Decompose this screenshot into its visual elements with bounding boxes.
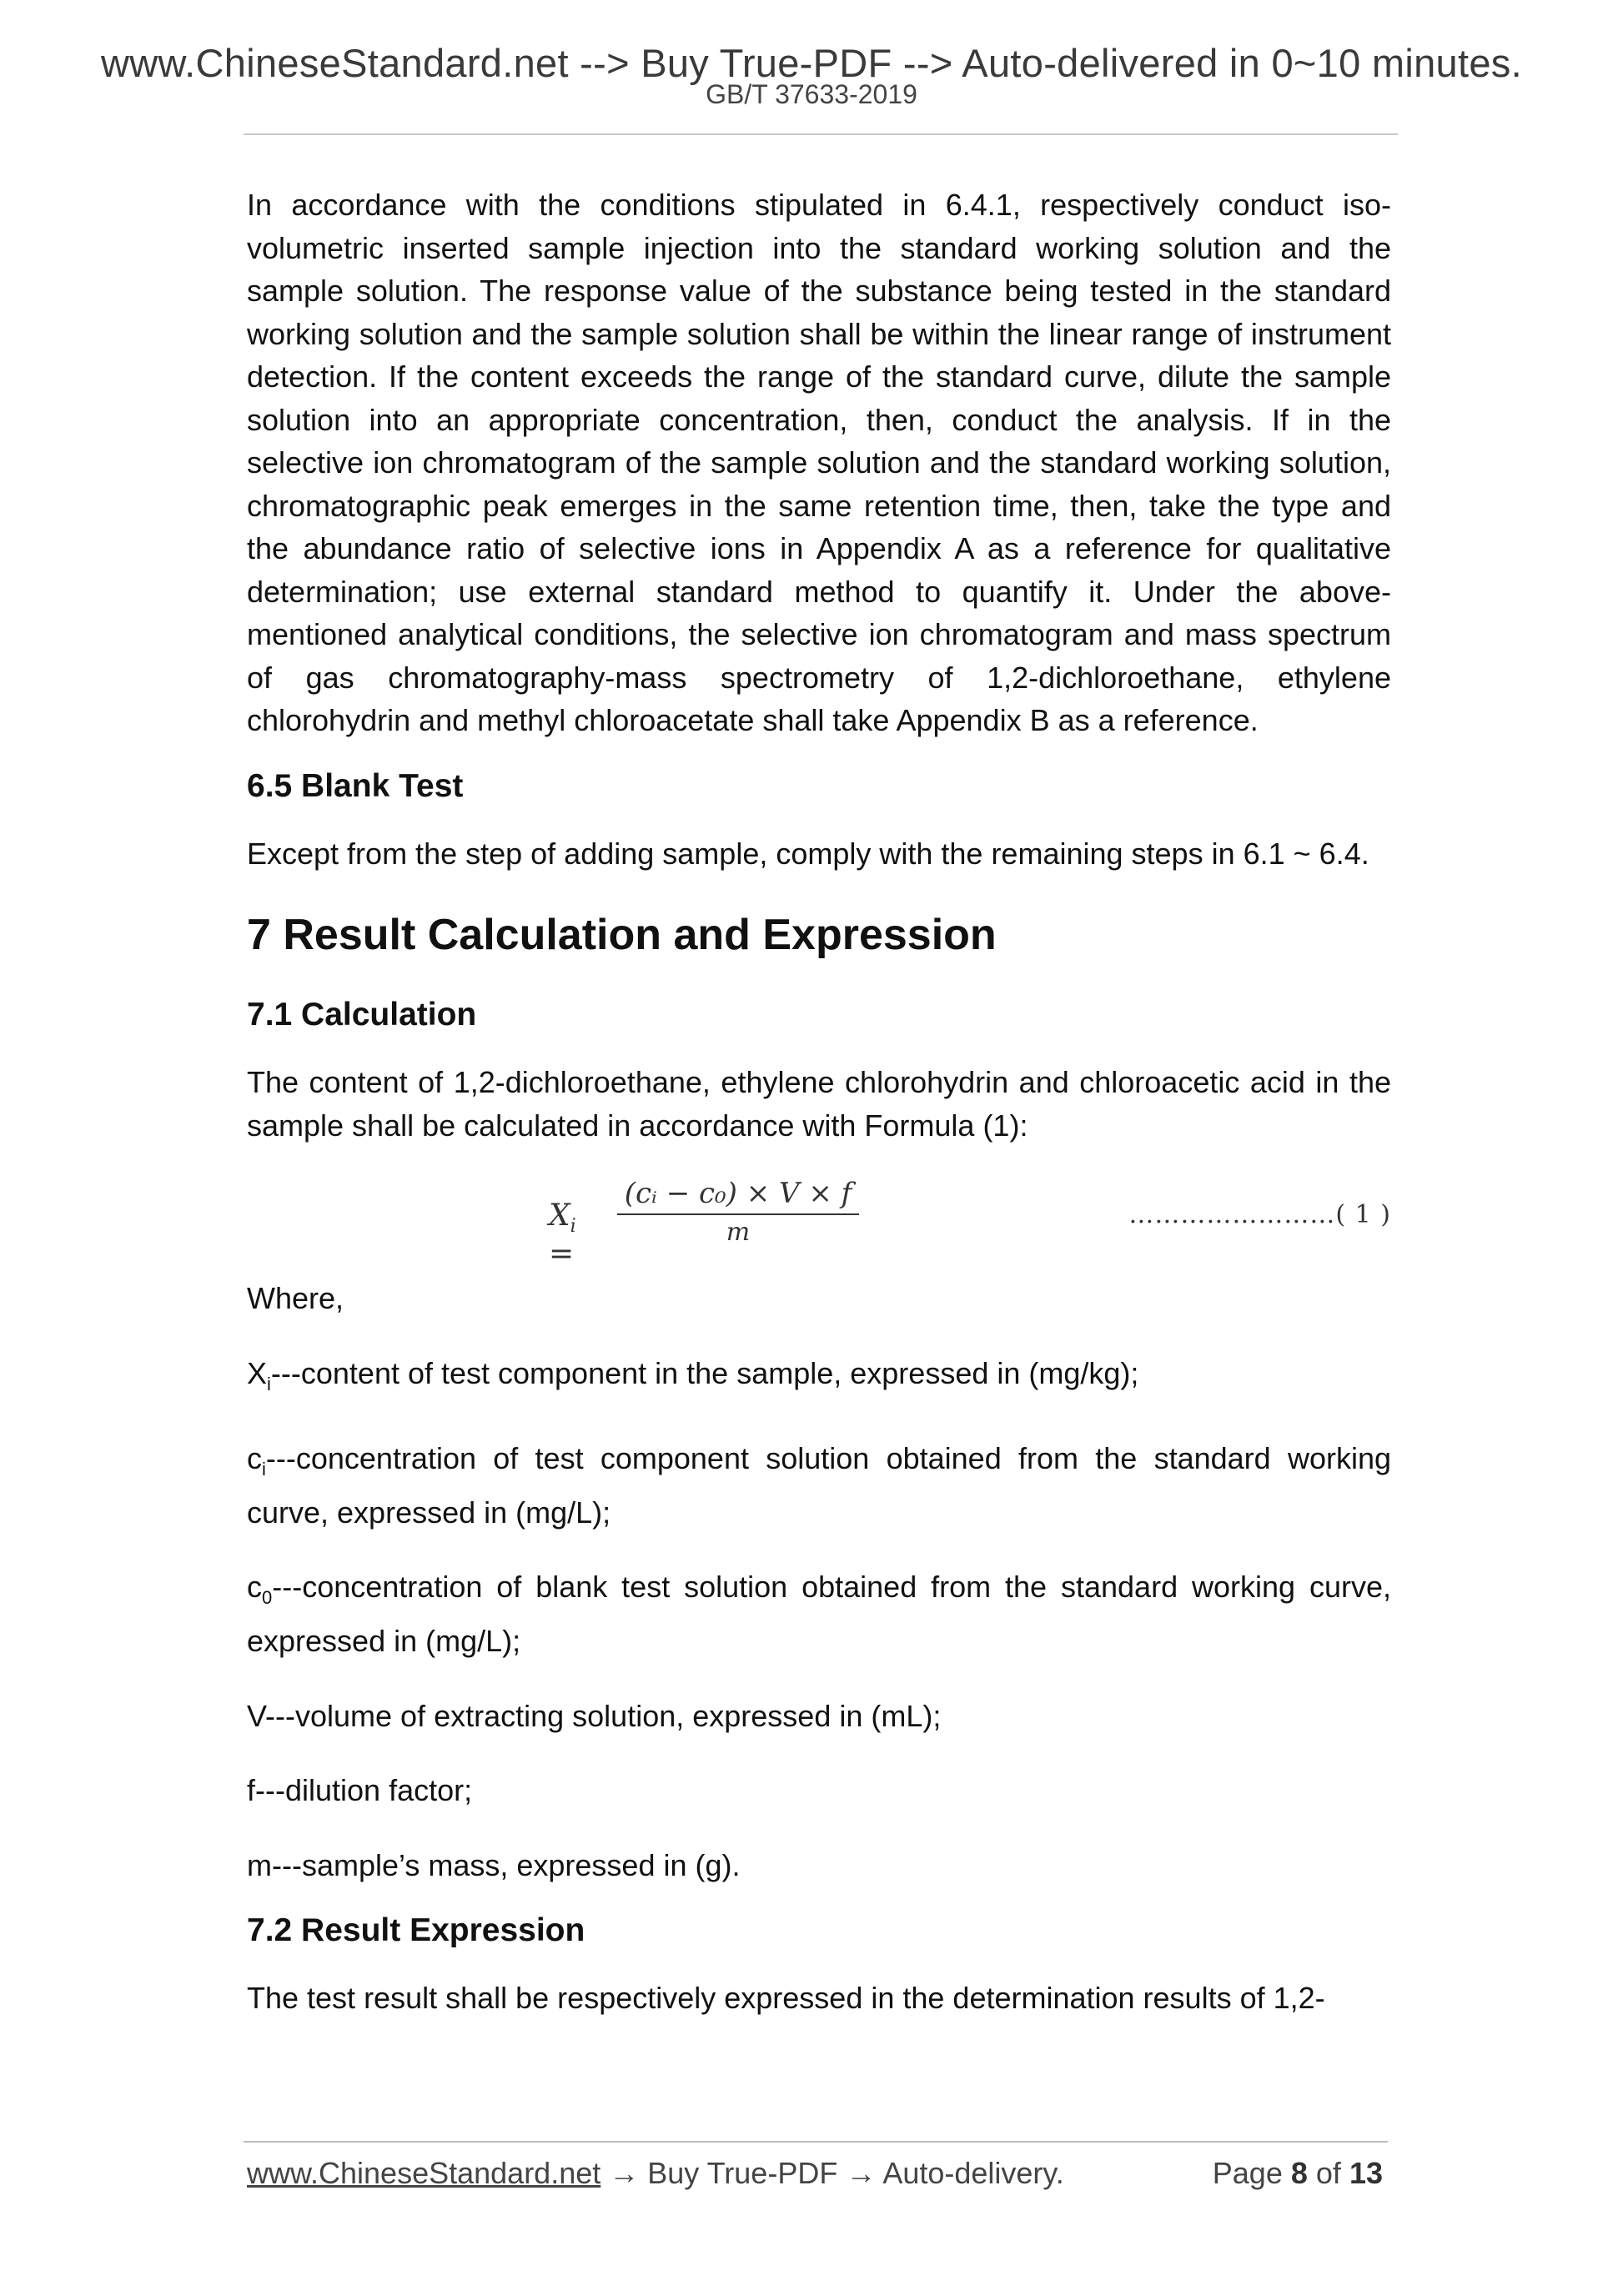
intro-paragraph: In accordance with the conditions stipulated in 6.4.1, respectively conduct iso-volumetric inserted sample injection into the standard working solution and the sample solution. The response value of the substance being tested in the standard working solution and the sample solution shall be within the linear range of instrument detection. If the content exceeds the range of the standard curve, dilute the sample solution into an appropriate concentration, then, conduct the analysis. If in the selective ion chromatogram of the sample solution and the standard working solution, chromatographic peak emerges in the same retention time, then, take the type and the abundance ratio of selective ions in Appendix A as a reference for qualitative determination; use external standard method to quantify it. Under the above-mentioned analytical conditions, the selective ion chromatogram and mass spectrum of gas chromatography-mass spectrometry of 1,2-dichloroethane, ethylene chlorohydrin and methyl chloroacetate shall take Appendix B as a reference. <box>247 188 1391 737</box>
footer-divider <box>244 2141 1388 2143</box>
formula-fraction <box>617 1175 859 1247</box>
formula-denominator: m <box>726 1218 751 1247</box>
heading-7: 7 Result Calculation and Expression <box>247 911 997 959</box>
heading-6-5: 6.5 Blank Test <box>247 767 464 804</box>
formula-numerator: (cᵢ − c₀) × V × f <box>624 1177 852 1210</box>
definition-item: $c_0--$-concentration of blank test solution obtained from the standard working curve, expressed in (mg/L); <box>247 1570 1391 1659</box>
calculation-intro: The content of 1,2-dichloroethane, ethylene chlorohydrin and chloroacetic acid in the sample shall be calculated in accordance with Formula (1): <box>247 1065 1391 1143</box>
definitions-list <box>247 1352 1391 1887</box>
definition-item: m---sample’s mass, expressed in (g). <box>247 1847 741 1882</box>
fraction-bar <box>617 1213 859 1215</box>
heading-7-2: 7.2 Result Expression <box>247 1912 585 1949</box>
formula-number: ……………………( 1 ) <box>1128 1200 1391 1229</box>
definition-item: f---dilution factor; <box>247 1773 473 1808</box>
standard-code: GB/T 37633-2019 <box>706 79 917 109</box>
page-content <box>247 183 1391 2020</box>
page-indicator: Page 8 of 13 <box>1212 2156 1383 2190</box>
page-footer <box>247 2156 1391 2191</box>
blank-test-text: Except from the step of adding sample, comply with the remaining steps in 6.1 ~ 6.4. <box>247 836 1369 871</box>
result-expression-text: The test result shall be respectively expressed in the determination results of 1,2- <box>247 1981 1325 2016</box>
definition-item: $c_i--$-concentration of test component solution obtained from the standard working curve, expressed in (mg/L); <box>247 1441 1391 1530</box>
footer-promo: → Buy True-PDF → Auto-delivery. <box>600 2156 1064 2190</box>
definition-item: V---volume of extracting solution, expressed in (mL); <box>247 1698 942 1733</box>
where-label: Where, <box>247 1281 344 1315</box>
heading-7-1: 7.1 Calculation <box>247 997 477 1032</box>
current-page: 8 <box>1290 2156 1308 2190</box>
definition-item: $X_i--$-content of test component in the sample, expressed in (mg/kg); <box>247 1355 1139 1394</box>
total-pages: 13 <box>1349 2156 1383 2190</box>
formula-lhs: $X_i$ = <box>549 1198 576 1272</box>
formula-1 <box>247 1175 1391 1272</box>
header-divider <box>244 133 1398 135</box>
banner-text: www.ChineseStandard.net --> Buy True-PDF --> Auto-delivered in 0~10 minutes. <box>101 41 1522 85</box>
footer-site-link[interactable]: www.ChineseStandard.net <box>247 2156 601 2190</box>
